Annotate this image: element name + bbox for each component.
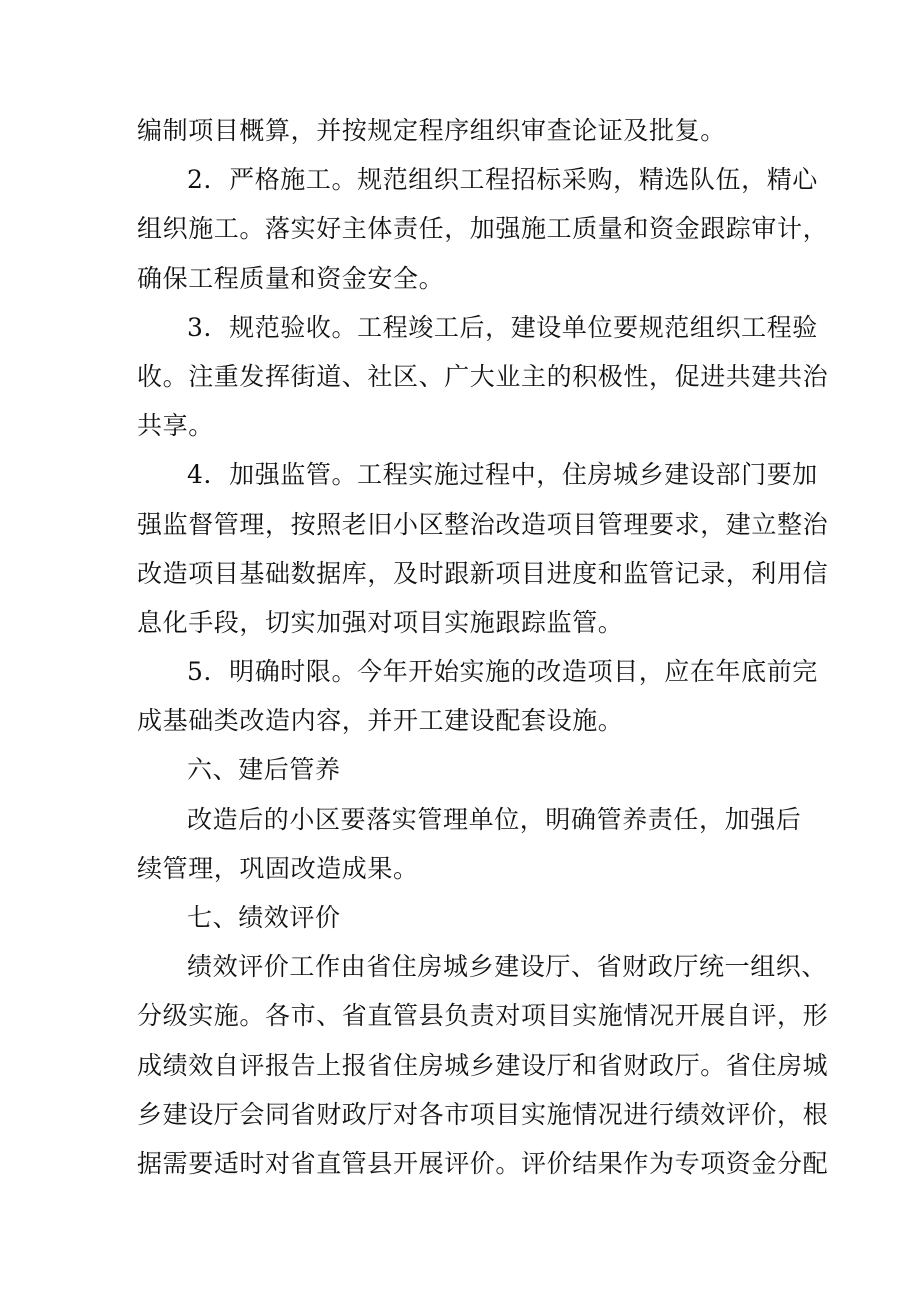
text-line: 2．严格施工。规范组织工程招标采购，精选队伍，精心 bbox=[187, 165, 818, 195]
text-line: 强监督管理，按照老旧小区整治改造项目管理要求，建立整治 bbox=[137, 509, 829, 539]
text-line: 据需要适时对省直管县开展评价。评价结果作为专项资金分配 bbox=[137, 1148, 829, 1178]
section-heading: 六、建后管养 bbox=[187, 755, 341, 785]
text-line: 改造后的小区要落实管理单位，明确管养责任，加强后 bbox=[187, 804, 802, 834]
text-line: 乡建设厅会同省财政厅对各市项目实施情况进行绩效评价，根 bbox=[137, 1099, 829, 1129]
text-line: 息化手段，切实加强对项目实施跟踪监管。 bbox=[137, 607, 624, 637]
document-body bbox=[137, 106, 829, 1188]
text-line: 分级实施。各市、省直管县负责对项目实施情况开展自评，形 bbox=[137, 1001, 829, 1031]
section-heading: 七、绩效评价 bbox=[187, 903, 341, 932]
text-line: 组织施工。落实好主体责任，加强施工质量和资金跟踪审计， bbox=[137, 214, 829, 244]
text-line: 绩效评价工作由省住房城乡建设厅、省财政厅统一组织、 bbox=[187, 952, 828, 982]
text-line: 改造项目基础数据库，及时跟新项目进度和监管记录，利用信 bbox=[137, 558, 829, 588]
text-line: 收。注重发挥街道、社区、广大业主的积极性，促进共建共治 bbox=[137, 361, 829, 391]
text-line: 3．规范验收。工程竣工后，建设单位要规范组织工程验 bbox=[187, 312, 818, 342]
text-line: 成基础类改造内容，并开工建设配套设施。 bbox=[137, 706, 624, 736]
text-line: 4．加强监管。工程实施过程中，住房城乡建设部门要加 bbox=[187, 460, 818, 490]
text-line: 确保工程质量和资金安全。 bbox=[137, 263, 445, 293]
text-line: 5．明确时限。今年开始实施的改造项目，应在年底前完 bbox=[187, 657, 818, 687]
text-line: 成绩效自评报告上报省住房城乡建设厅和省财政厅。省住房城 bbox=[137, 1050, 829, 1080]
text-line: 续管理，巩固改造成果。 bbox=[137, 853, 419, 883]
text-line: 共享。 bbox=[137, 411, 214, 441]
text-line: 编制项目概算，并按规定程序组织审查论证及批复。 bbox=[137, 116, 726, 145]
